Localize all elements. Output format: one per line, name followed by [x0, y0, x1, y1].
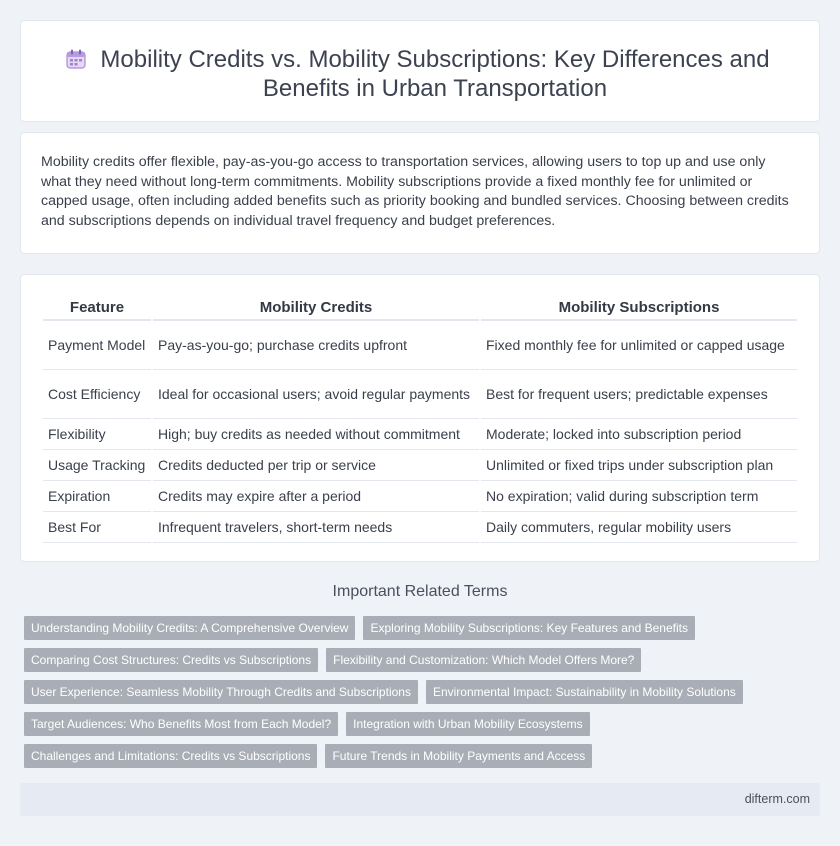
feature-cell: Expiration: [43, 481, 151, 512]
page-title: Mobility Credits vs. Mobility Subscriptions: Key Differences and Benefits in Urban Transportation: [100, 46, 770, 102]
credits-cell: Pay-as-you-go; purchase credits upfront: [153, 321, 479, 370]
related-term-link[interactable]: Flexibility and Customization: Which Model Offers More?: [326, 648, 641, 672]
related-term-link[interactable]: Target Audiences: Who Benefits Most from Each Model?: [24, 712, 338, 736]
feature-cell: Best For: [43, 512, 151, 543]
table-row: [43, 419, 797, 450]
feature-cell: Flexibility: [43, 419, 151, 450]
comparison-table: [41, 295, 799, 543]
footer-bar: [20, 783, 820, 816]
subscriptions-cell: Daily commuters, regular mobility users: [481, 512, 797, 543]
related-term-link[interactable]: Environmental Impact: Sustainability in Mobility Solutions: [426, 680, 743, 704]
header-feature: Feature: [43, 295, 151, 321]
intro-card: [20, 132, 820, 254]
related-term-link[interactable]: Understanding Mobility Credits: A Comprehensive Overview: [24, 616, 355, 640]
tag-row: [24, 616, 695, 640]
intro-paragraph: Mobility credits offer flexible, pay-as-you-go access to transportation services, allowing users to top up and use only what they need without long-term commitments. Mobility subscriptions provide a fixed monthly fee for unlimited or capped usage, often including added benefits such as priority booking and bundled services. Choosing between credits and subscriptions depends on individual travel frequency and budget preferences.: [41, 154, 789, 229]
subscriptions-cell: Best for frequent users; predictable expenses: [481, 370, 797, 419]
table-row: [43, 512, 797, 543]
related-term-link[interactable]: Challenges and Limitations: Credits vs Subscriptions: [24, 744, 317, 768]
header-mobility-subscriptions: Mobility Subscriptions: [481, 295, 797, 321]
credits-cell: Credits may expire after a period: [153, 481, 479, 512]
related-term-link[interactable]: Exploring Mobility Subscriptions: Key Features and Benefits: [363, 616, 695, 640]
feature-cell: Usage Tracking: [43, 450, 151, 481]
table-row: [43, 370, 797, 419]
comparison-table-card: [20, 274, 820, 562]
subscriptions-cell: Moderate; locked into subscription period: [481, 419, 797, 450]
header-mobility-credits: Mobility Credits: [153, 295, 479, 321]
feature-cell: Payment Model: [43, 321, 151, 370]
credits-cell: Infrequent travelers, short-term needs: [153, 512, 479, 543]
table-header-row: [43, 295, 797, 321]
tag-row: [24, 712, 590, 736]
credits-cell: High; buy credits as needed without commitment: [153, 419, 479, 450]
table-row: [43, 481, 797, 512]
related-term-link[interactable]: Comparing Cost Structures: Credits vs Subscriptions: [24, 648, 318, 672]
subscriptions-cell: Fixed monthly fee for unlimited or capped usage: [481, 321, 797, 370]
related-term-link[interactable]: Future Trends in Mobility Payments and Access: [325, 744, 592, 768]
tag-row: [24, 648, 641, 672]
table-row: [43, 321, 797, 370]
tag-row: [24, 744, 592, 768]
subscriptions-cell: No expiration; valid during subscription term: [481, 481, 797, 512]
credits-cell: Ideal for occasional users; avoid regular payments: [153, 370, 479, 419]
table-row: [43, 450, 797, 481]
tag-row: [24, 680, 743, 704]
credits-cell: Credits deducted per trip or service: [153, 450, 479, 481]
header-card: [20, 20, 820, 122]
site-link[interactable]: difterm.com: [744, 792, 810, 806]
related-term-link[interactable]: Integration with Urban Mobility Ecosystems: [346, 712, 589, 736]
feature-cell: Cost Efficiency: [43, 370, 151, 419]
subscriptions-cell: Unlimited or fixed trips under subscription plan: [481, 450, 797, 481]
related-terms-heading: Important Related Terms: [332, 583, 508, 600]
related-term-link[interactable]: User Experience: Seamless Mobility Through Credits and Subscriptions: [24, 680, 418, 704]
